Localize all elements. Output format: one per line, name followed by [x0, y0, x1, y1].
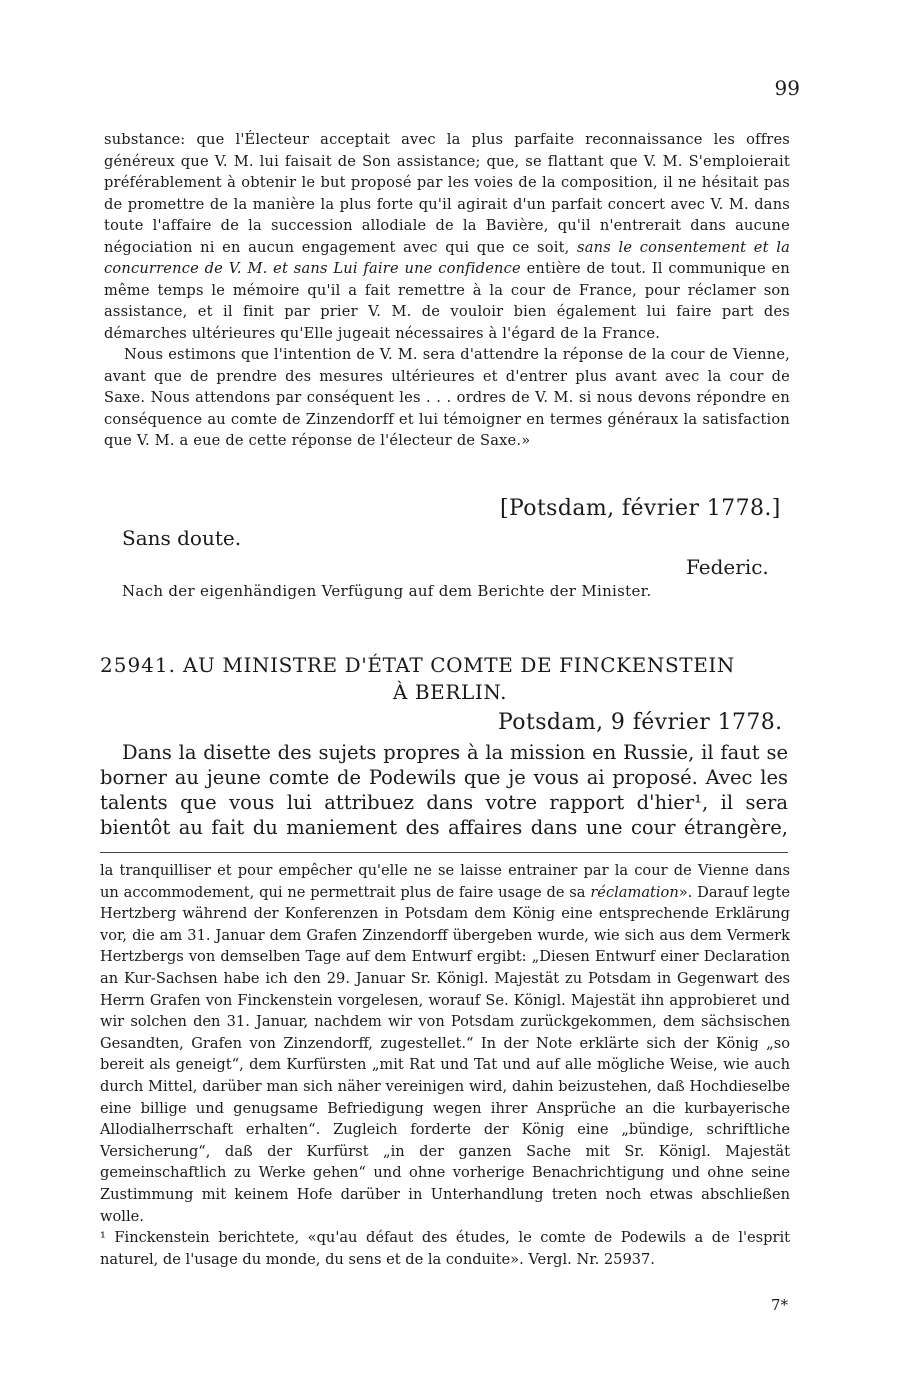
source-note: Nach der eigenhändigen Verfügung auf dem Berichte der Minister.: [122, 582, 652, 600]
report-paragraph-1-italic: sans le consentement et la concurrence de V. M. et sans Lui faire une confidence: [104, 238, 790, 277]
report-paragraph-1: [104, 129, 790, 344]
footnote-continued-start: la tranquilliser et pour empêcher qu'elle ne se laisse entrainer par la cour de Vienne dans un accommodement, qui ne permettrait plus de faire usage de sa: [100, 862, 790, 901]
signature-mark: 7*: [770, 1296, 788, 1314]
report-paragraph-1-text: substance: que l'Électeur acceptait avec la plus parfaite reconnaissance les offres généreux que V. M. lui faisait de Son assistance; que, se flattant que V. M. S'emploierait préférablement à obtenir le but proposé par les voies de la composition, il ne hésitait pas de promettre de la manière la plus forte qu'il agirait d'un parfait concert avec V. M. dans toute l'affaire de la succession allodiale de la Bavière, qu'il n'entrerait dans aucune négociation ni en aucun engagement avec qui que ce soit,: [104, 131, 790, 256]
footnote-continued-rest: ». Darauf legte Hertzberg während der Konferenzen in Potsdam dem König eine entsprechende Erklärung vor, die am 31. Januar dem Grafen Zinzendorff übergeben wurde, wie sich aus dem Vermerk Hertzbergs von demselben Tage auf dem Entwurf ergibt: „Diesen Entwurf einer Declaration an Kur-Sachsen habe ich den 29. Januar Sr. Königl. Majestät zu Potsdam in Gegenwart des Herrn Grafen von Finckenstein vorgelesen, worauf Se. Königl. Majestät ihn approbieret und wir solchen den 31. Januar, nachdem wir von Potsdam zurückgekommen, dem sächsischen Gesandten, Grafen von Zinzendorff, zugestellet.“ In der Note erklärte sich der König „so bereit als geneigt“, dem Kurfürsten „mit Rat und Tat und auf alle mögliche Weise, wie auch durch Mittel, darüber man sich näher vereinigen wird, dahin beizustehen, daß Hochdieselbe eine billige und genugsame Befriedigung wegen ihrer Ansprüche an die kurbayerische Allodialherrschaft erhalten“. Zugleich forderte der König eine „bündige, schriftliche Versicherung“, daß der Kurfürst „in der ganzen Sache mit Sr. Königl. Majestät gemeinschaftlich zu Werke gehen“ und ohne vorherige Benachrichtigung und ohne seine Zustimmung mit keinem Hofe darüber in Unterhandlung treten noch etwas abschließen wolle.: [100, 883, 790, 1225]
footnotes: [100, 860, 790, 1270]
letter-heading-line2: À BERLIN.: [392, 680, 508, 704]
letter-body: [100, 740, 788, 840]
letter-dateline: Potsdam, 9 février 1778.: [498, 710, 783, 735]
resolution-dateline: [Potsdam, février 1778.]: [500, 496, 781, 521]
letter-heading-title: AU MINISTRE D'ÉTAT COMTE DE FINCKENSTEIN: [182, 653, 735, 677]
letter-body-text: Dans la disette des sujets propres à la mission en Russie, il faut se borner au jeune comte de Podewils que je vous ai proposé. Avec les talents que vous lui attribuez dans votre rapport d'hier¹, il sera bientôt au fait du maniement des affaires dans une cour étrangère,: [100, 741, 788, 839]
letter-number: 25941.: [100, 653, 176, 677]
report-paragraph-1-end: entière de tout. Il communique en même temps le mémoire qu'il a fait remettre à la cour de France, pour réclamer son assistance, et il finit par prier V. M. de vouloir bien également lui faire part des démarches ultérieures qu'Elle jugeait nécessaires à l'égard de la France.: [104, 260, 790, 342]
footnote-rule: [100, 852, 788, 853]
page-number: 99: [774, 76, 800, 100]
resolution-text: Sans doute.: [122, 526, 242, 550]
continued-report: [104, 129, 790, 452]
resolution-signature: Federic.: [686, 555, 769, 579]
letter-heading: [100, 652, 800, 678]
footnote-continued-italic: réclamation: [590, 883, 679, 901]
footnote-continued: [100, 860, 790, 1227]
report-paragraph-2: Nous estimons que l'intention de V. M. sera d'attendre la réponse de la cour de Vienne, avant que de prendre des mesures ultérieures et d'entrer plus avant avec la cour de Saxe. Nous attendons par conséquent les . . . ordres de V. M. si nous devons répondre en conséquence au comte de Zinzendorff et lui témoigner en termes généraux la satisfaction que V. M. a eue de cette réponse de l'électeur de Saxe.»: [104, 346, 790, 449]
footnote-1: ¹ Finckenstein berichtete, «qu'au défaut des études, le comte de Podewils a de l'esprit naturel, de l'usage du monde, du sens et de la conduite». Vergl. Nr. 25937.: [100, 1229, 790, 1268]
